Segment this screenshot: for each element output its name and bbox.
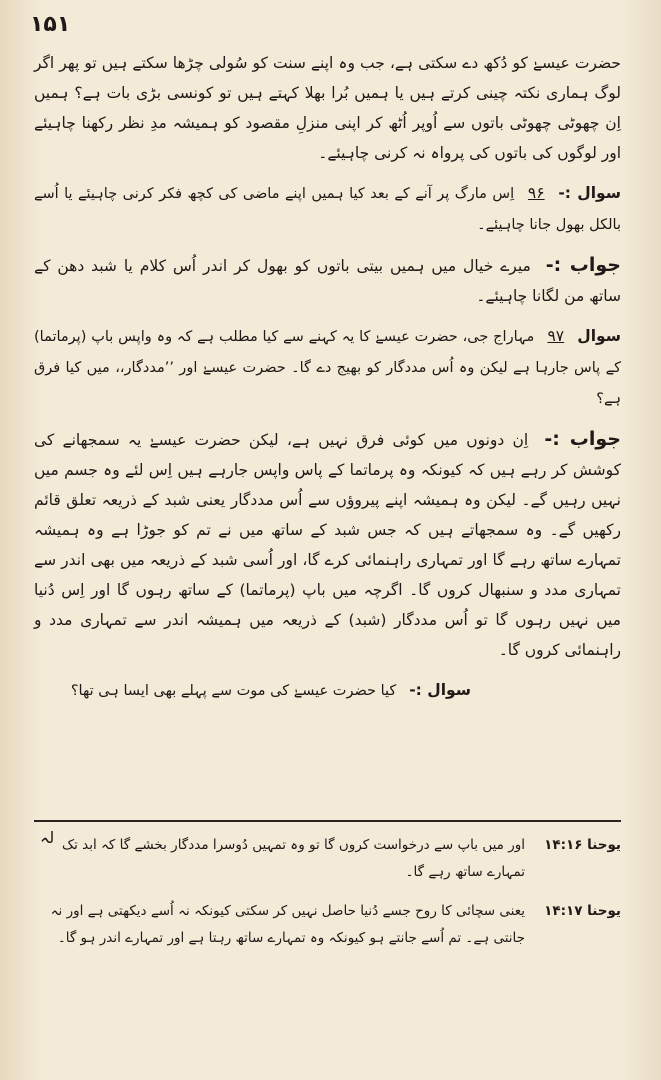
answer-label: جواب :- [544, 428, 621, 450]
answer-text: اِن دونوں میں کوئی فرق نہیں ہے، لیکن حضرت عیسےٰ یہ سمجھانے کی کوشش کر رہے ہیں کہ کیونکہ وہ پرماتما کے پاس واپس جارہے ہیں اِس لئے وہ جسم میں نہیں رہیں گے۔ لیکن وہ ہمیشہ اپنے پیروؤں سے اُس مددگار یعنی شبد کے ذریعہ تعلق قائم رکھیں گے۔ وہ سمجھاتے ہیں کہ جس شبد کے ساتھ میں نے تم کو جوڑا ہے وہ ہمیشہ تمہارے ساتھ رہے گا اور تمہاری راہنمائی کرے گا، اور اُسی شبد کے ذریعہ میں بھی اندر سے تمہاری مدد و سنبھال کروں گا۔ اگرچہ میں باپ (پرماتما) کے ساتھ رہوں گا اور اِس دُنیا میں نہیں رہوں گا تو اُس مددگار (شبد) کے ذریعہ میں ہمیشہ اندر سے تمہاری مدد و راہنمائی کروں گا۔ [34, 431, 621, 659]
footnote-item [34, 898, 621, 952]
question-98 [34, 675, 621, 706]
answer-label: جواب :- [545, 254, 621, 276]
body-text [34, 48, 621, 706]
footnote-reference: یوحنا ۱۴:۱۶ [544, 837, 621, 853]
question-number: ۹۶ [527, 184, 545, 202]
question-label: سوال [577, 327, 621, 345]
footnote-reference: یوحنا ۱۴:۱۷ [544, 903, 621, 919]
footnote-text: یعنی سچائی کا روح جسے دُنیا حاصل نہیں کر سکتی کیونکہ نہ اُسے دیکھتی ہے اور نہ جانتی ہے۔ تم اُسے جانتے ہو کیونکہ وہ تمہارے ساتھ رہتا ہے اور تمہارے اندر ہو گا۔ [50, 903, 525, 946]
page-number: ۱۵۱ [30, 12, 71, 37]
question-label: سوال :- [558, 184, 621, 202]
footnotes [34, 828, 621, 952]
footnote-item [34, 832, 621, 886]
question-text: مہاراج جی، حضرت عیسےٰ کا یہ کہنے سے کیا مطلب ہے کہ وہ واپس باپ (پرماتما) کے پاس جارہا ہے لیکن وہ اُس مددگار کو بھیج دے گا۔ حضرت عیسےٰ اور ’’مددگار،، میں کیا فرق ہے؟ [34, 329, 621, 407]
question-96 [34, 178, 621, 240]
footnote-mark: لہ [40, 828, 55, 847]
footnote-divider [34, 820, 621, 822]
paragraph-intro [34, 48, 621, 168]
question-label: سوال :- [409, 681, 471, 699]
answer-97 [34, 424, 621, 665]
question-number: ۹۷ [547, 327, 565, 345]
answer-text: میرے خیال میں ہمیں بیتی باتوں کو بھول کر اندر اُس کلام یا شبد دھن کے ساتھ من لگانا چاہیئے۔ [34, 257, 621, 305]
question-97 [34, 321, 621, 414]
paragraph-text: حضرت عیسےٰ کو دُکھ دے سکتی ہے، جب وہ اپنے سنت کو سُولی چڑھا سکتے ہیں تو پھر اگر لوگ ہماری نکتہ چینی کرتے ہیں یا ہمیں بُرا بھلا کہتے ہیں تو کونسی بڑی بات ہے؟ ہمیں اِن چھوٹی چھوٹی باتوں سے اُوپر اُٹھ کر اپنی منزلِ مقصود کو ہمیشہ مدِ نظر رکھنا چاہیئے اور لوگوں کی باتوں کی پرواہ نہ کرنی چاہیئے۔ [34, 54, 621, 162]
footnote-text: اور میں باپ سے درخواست کروں گا تو وہ تمہیں دُوسرا مددگار بخشے گا کہ ابد تک تمہارے ساتھ رہے گا۔ [61, 837, 525, 880]
question-text: کیا حضرت عیسےٰ کی موت سے پہلے بھی ایسا ہی تھا؟ [70, 683, 397, 699]
question-text: اِس مارگ پر آنے کے بعد کیا ہمیں اپنے ماضی کی کچھ فکر کرنی چاہیئے یا اُسے بالکل بھول جانا چاہیئے۔ [34, 186, 621, 233]
answer-96 [34, 250, 621, 311]
